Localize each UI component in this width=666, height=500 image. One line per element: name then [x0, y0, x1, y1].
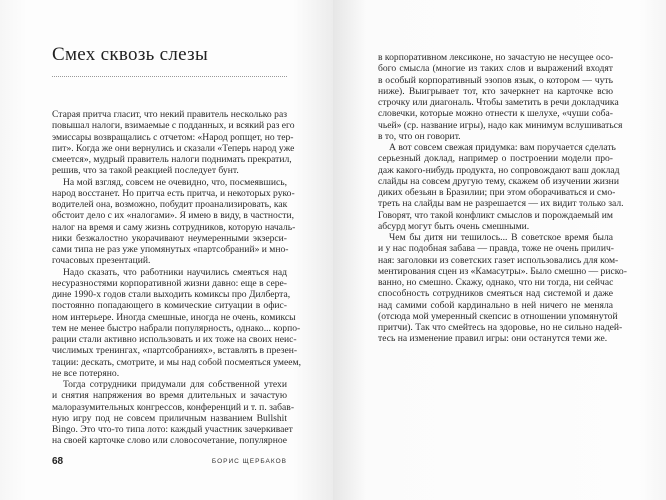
- text-line: ниже). Выигрывает тот, кто зачеркнет на карточке всю: [378, 85, 613, 97]
- text-line: тации: дескать, смотрите, и мы над собой посмеяться умеем,: [52, 356, 301, 368]
- text-line: ном интерьере. Иногда смешные, иногда не очень, комиксы: [52, 311, 296, 323]
- text-line: обстоит дело с их «налогами». Я имею в виду, в частности,: [52, 210, 295, 222]
- text-line: водителей она, возможно, побудит проанализировать, как: [52, 199, 288, 210]
- chapter-title: Смех сквозь слезы: [52, 44, 209, 65]
- text-line: способность сотрудников смеяться над системой и даже: [378, 288, 613, 300]
- text-line: Чем бы дитя ни тешилось... В советское время была: [389, 232, 613, 243]
- text-line: эмиссары возвращались с отчетом: «Народ ропщет, но тер-: [52, 131, 294, 143]
- running-head-author: БОРИС ЩЕРБАКОВ: [211, 458, 287, 465]
- text-line: в то, что он говорит.: [378, 130, 461, 142]
- text-line: А вот совсем свежая придумка: вам поручается сделать: [389, 142, 616, 153]
- text-line: повышал налоги, взимаемые с подданных, и всякий раз его: [52, 120, 295, 132]
- text-line: на своей карточке слово или словосочетание, популярное: [52, 435, 288, 447]
- text-line: На мой взгляд, совсем не очевидно, что, посмеявшись,: [63, 176, 287, 188]
- text-line: не все потеряно.: [52, 367, 120, 379]
- text-line: малоразумительных конгрессов, конференций и т. п. забав-: [52, 401, 295, 413]
- text-line: налог на время и саму жизнь сотрудников, которую началь-: [52, 221, 296, 233]
- text-line: даж какого-нибудь продукта, но сопровождают ваш доклад: [378, 164, 620, 176]
- title-divider: [52, 76, 287, 77]
- text-line: сами типа не раз уже упомянутых «партсобраний» и мно-: [52, 244, 289, 255]
- text-line: постоянно попадающего в комические ситуации в офис-: [52, 300, 287, 312]
- text-line: слайды на совсем другую тему, скажем об изучении жизни: [378, 175, 619, 187]
- text-line: бого смысла (многие из таких слов и выражений входят: [378, 63, 613, 75]
- text-line: тем не менее быстро набрали популярность, однако... корпо-: [52, 322, 301, 334]
- text-line: словечки, которые можно отнести к шелухе, «чуши соба-: [378, 108, 613, 120]
- text-line: Надо сказать, что работники научились смеяться над: [63, 266, 287, 278]
- text-line: дине 1990-х годов стали выходить комиксы про Дилберта,: [52, 289, 291, 300]
- text-line: треть на слайды вам не разрешается — их видит только зал.: [378, 198, 624, 210]
- text-line: тесь на изменение правил игры: они останутся теми же.: [378, 333, 608, 345]
- text-line: Тогда сотрудники придумали для собственной утехи: [63, 379, 287, 390]
- text-line: строчку или диагональ. Чтобы заметить в речи докладчика: [378, 97, 619, 108]
- text-line: и у нас подобная забава — правда, тоже не очень прилич-: [378, 243, 614, 255]
- text-line: несуразностями корпоративной жизни давно: еще в сере-: [52, 277, 287, 289]
- text-line: смеется», мудрый правитель налоги поднимать прекратил,: [52, 154, 292, 165]
- text-line: (отсюда мой умеренный скепсис в отношении упомянутой: [378, 310, 618, 322]
- text-line: ментирования сцен из «Камасутры». Было смешно — риско-: [378, 265, 627, 277]
- right-text-column: [378, 52, 627, 345]
- text-line: ная: заголовки из советских газет использовались для ком-: [378, 254, 619, 266]
- text-line: гочасовых презентаций.: [52, 255, 151, 267]
- text-line: Говорят, что такой конфликт смыслов и порождаемый им: [378, 209, 613, 221]
- text-line: и снятия напряжения во время длительных и зачастую: [52, 390, 287, 402]
- text-line: в особый корпоративный эзопов язык, о котором — чуть: [378, 74, 613, 86]
- text-line: ванно, но смешно. Скажу, однако, что ни тогда, ни сейчас: [378, 277, 614, 288]
- text-line: абсурд могут быть очень смешными.: [378, 220, 530, 232]
- text-line: диких обезьян в Бразилии; при этом оборачиваться и смо-: [378, 187, 616, 198]
- left-text-column: [52, 109, 301, 447]
- text-line: над самими собой кардинально в ней ничего не меняла: [378, 299, 613, 311]
- text-line: ную игру под не совсем приличным названием Bullshit: [52, 412, 287, 424]
- text-line: в корпоративном лексиконе, но зачастую не несущее осо-: [378, 52, 614, 63]
- text-line: пит». Когда же они вернулись и сказали «Теперь народ уже: [52, 142, 295, 154]
- text-line: чьей» (ср. название игры), надо как минимум вслушиваться: [378, 119, 623, 131]
- text-line: числимых тренингах, «партсобраниях», вставлять в презен-: [52, 345, 298, 357]
- text-line: решив, что за такой реакцией последует бунт.: [52, 165, 239, 177]
- right-page: [333, 0, 666, 500]
- text-line: Старая притча гласит, что некий правитель несколько раз: [52, 109, 287, 120]
- page-number: 68: [52, 456, 64, 467]
- text-line: Bingo. Это что-то типа лото: каждый участник зачеркивает: [52, 424, 293, 435]
- text-line: рации стали активно использовать и их тоже на своих неис-: [52, 334, 297, 345]
- text-line: народ восстанет. Но притча есть притча, и некоторых руко-: [52, 187, 295, 199]
- text-line: серьезный доклад, например о построении модели про-: [378, 153, 613, 165]
- text-line: притчи). Так что смейтесь на здоровье, но не сильно надей-: [378, 322, 623, 333]
- text-line: ники безжалостно укорачивают неумеренными экзерси-: [52, 232, 287, 244]
